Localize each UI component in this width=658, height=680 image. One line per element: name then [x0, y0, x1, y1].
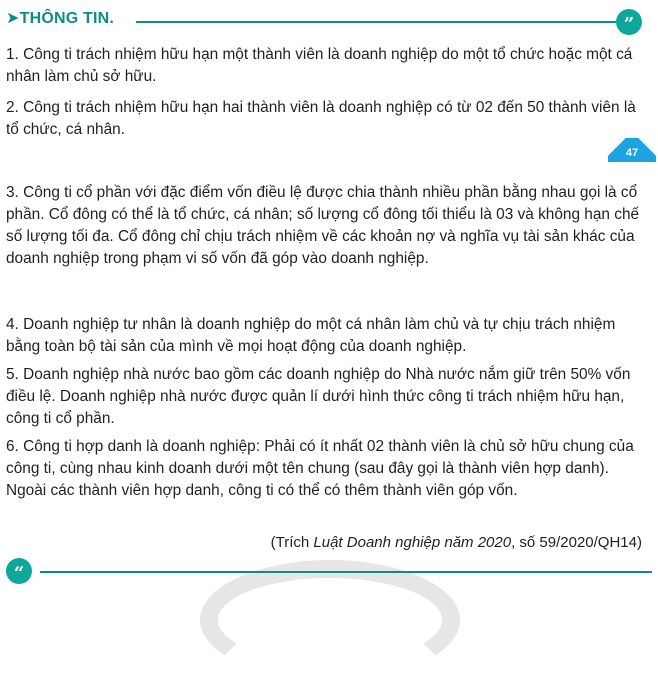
page-number: 47: [625, 147, 639, 159]
paragraph-3: 3. Công ti cổ phần với đặc điểm vốn điều lệ được chia thành nhiều phần bằng nhau gọi là cổ phần. Cổ đông có thể là tổ chức, cá nhân; số lượng cổ đông tối thiểu là 03 và không hạn chế số lượng tối đa. Cổ đông chỉ chịu trách nhiệm về các khoản nợ và nghĩa vụ tài sản khác của doanh nghiệp trong phạm vi số vốn đã góp vào doanh nghiệp.: [6, 184, 640, 267]
page-number-badge: [608, 138, 656, 162]
citation-source: Luật Doanh nghiệp năm 2020: [313, 534, 512, 551]
paragraph-4: 4. Doanh nghiệp tư nhân là doanh nghiệp do một cá nhân làm chủ và tự chịu trách nhiệm bằng toàn bộ tài sản của mình về mọi hoạt động của doanh nghiệp.: [6, 316, 616, 355]
footer-divider: [40, 571, 652, 573]
info-header: [6, 4, 652, 34]
citation-rest: , số 59/2020/QH14): [511, 534, 642, 551]
paragraph-2: 2. Công ti trách nhiệm hữu hạn hai thành viên là doanh nghiệp có từ 02 đến 50 thành viên là tổ chức, cá nhân.: [6, 99, 636, 138]
paragraph-1: 1. Công ti trách nhiệm hữu hạn một thành viên là doanh nghiệp do một tổ chức hoặc một cá nhân làm chủ sở hữu.: [6, 46, 633, 85]
citation-open: (Trích: [270, 534, 314, 551]
header-divider: [136, 21, 616, 23]
citation: [271, 534, 642, 551]
section-title: ➤THÔNG TIN.: [6, 10, 115, 27]
quote-icon: ”: [616, 9, 642, 35]
info-footer: [6, 558, 652, 586]
paragraph-5: 5. Doanh nghiệp nhà nước bao gồm các doanh nghiệp do Nhà nước nắm giữ trên 50% vốn điều lệ. Doanh nghiệp nhà nước được quản lí dưới hình thức công ti trách nhiệm hữu hạn, công ti cổ phần.: [6, 366, 631, 427]
quote-open-icon: “: [6, 558, 32, 584]
paragraph-6: 6. Công ti hợp danh là doanh nghiệp: Phải có ít nhất 02 thành viên là chủ sở hữu chung của công ti, cùng nhau kinh doanh dưới một tên chung (sau đây gọi là thành viên hợp danh). Ngoài các thành viên hợp danh, công ti có thể có thêm thành viên góp vốn.: [6, 438, 634, 499]
